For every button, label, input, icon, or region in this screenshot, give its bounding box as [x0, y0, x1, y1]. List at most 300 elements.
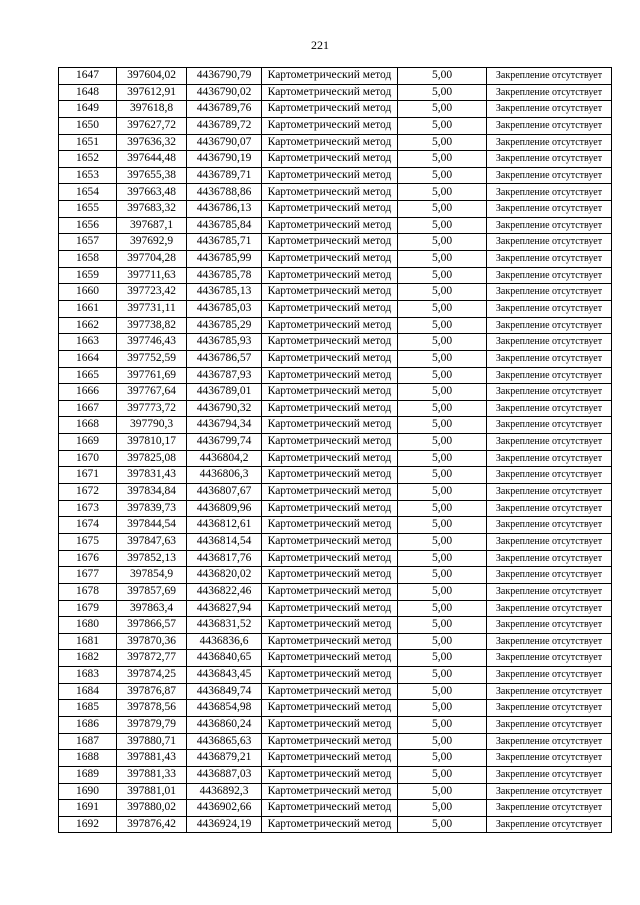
y-coordinate-cell: 4436807,67 [187, 484, 262, 501]
fixation-cell: Закрепление отсутствует [487, 633, 612, 650]
x-coordinate-cell: 397863,4 [117, 600, 187, 617]
table-row [59, 667, 612, 684]
x-coordinate-cell: 397627,72 [117, 117, 187, 134]
point-number-cell: 1662 [59, 317, 117, 334]
y-coordinate-cell: 4436924,19 [187, 816, 262, 833]
accuracy-cell: 5,00 [398, 500, 487, 517]
table-row [59, 550, 612, 567]
x-coordinate-cell: 397636,32 [117, 134, 187, 151]
fixation-cell: Закрепление отсутствует [487, 284, 612, 301]
y-coordinate-cell: 4436789,72 [187, 117, 262, 134]
accuracy-cell: 5,00 [398, 284, 487, 301]
fixation-cell: Закрепление отсутствует [487, 567, 612, 584]
table-row [59, 467, 612, 484]
accuracy-cell: 5,00 [398, 134, 487, 151]
point-number-cell: 1668 [59, 417, 117, 434]
table-row [59, 783, 612, 800]
fixation-cell: Закрепление отсутствует [487, 550, 612, 567]
method-cell: Картометрический метод [262, 201, 398, 218]
table-row [59, 766, 612, 783]
fixation-cell: Закрепление отсутствует [487, 400, 612, 417]
fixation-cell: Закрепление отсутствует [487, 816, 612, 833]
table-row [59, 284, 612, 301]
table-row [59, 716, 612, 733]
method-cell: Картометрический метод [262, 733, 398, 750]
method-cell: Картометрический метод [262, 583, 398, 600]
fixation-cell: Закрепление отсутствует [487, 683, 612, 700]
table-row [59, 400, 612, 417]
accuracy-cell: 5,00 [398, 350, 487, 367]
method-cell: Картометрический метод [262, 816, 398, 833]
method-cell: Картометрический метод [262, 367, 398, 384]
method-cell: Картометрический метод [262, 533, 398, 550]
fixation-cell: Закрепление отсутствует [487, 750, 612, 767]
x-coordinate-cell: 397834,84 [117, 484, 187, 501]
method-cell: Картометрический метод [262, 550, 398, 567]
y-coordinate-cell: 4436786,57 [187, 350, 262, 367]
point-number-cell: 1682 [59, 650, 117, 667]
fixation-cell: Закрепление отсутствует [487, 484, 612, 501]
table-row [59, 683, 612, 700]
point-number-cell: 1689 [59, 766, 117, 783]
x-coordinate-cell: 397704,28 [117, 251, 187, 268]
fixation-cell: Закрепление отсутствует [487, 700, 612, 717]
method-cell: Картометрический метод [262, 467, 398, 484]
y-coordinate-cell: 4436785,93 [187, 334, 262, 351]
point-number-cell: 1671 [59, 467, 117, 484]
point-number-cell: 1681 [59, 633, 117, 650]
point-number-cell: 1678 [59, 583, 117, 600]
method-cell: Картометрический метод [262, 517, 398, 534]
x-coordinate-cell: 397876,42 [117, 816, 187, 833]
fixation-cell: Закрепление отсутствует [487, 117, 612, 134]
accuracy-cell: 5,00 [398, 467, 487, 484]
method-cell: Картометрический метод [262, 117, 398, 134]
accuracy-cell: 5,00 [398, 184, 487, 201]
x-coordinate-cell: 397687,1 [117, 217, 187, 234]
y-coordinate-cell: 4436790,32 [187, 400, 262, 417]
y-coordinate-cell: 4436787,93 [187, 367, 262, 384]
y-coordinate-cell: 4436849,74 [187, 683, 262, 700]
method-cell: Картометрический метод [262, 267, 398, 284]
point-number-cell: 1683 [59, 667, 117, 684]
point-number-cell: 1672 [59, 484, 117, 501]
point-number-cell: 1657 [59, 234, 117, 251]
x-coordinate-cell: 397881,33 [117, 766, 187, 783]
method-cell: Картометрический метод [262, 450, 398, 467]
x-coordinate-cell: 397663,48 [117, 184, 187, 201]
x-coordinate-cell: 397618,8 [117, 101, 187, 118]
y-coordinate-cell: 4436860,24 [187, 716, 262, 733]
point-number-cell: 1655 [59, 201, 117, 218]
point-number-cell: 1658 [59, 251, 117, 268]
y-coordinate-cell: 4436902,66 [187, 800, 262, 817]
table-row [59, 267, 612, 284]
accuracy-cell: 5,00 [398, 484, 487, 501]
method-cell: Картометрический метод [262, 400, 398, 417]
method-cell: Картометрический метод [262, 251, 398, 268]
table-row [59, 733, 612, 750]
method-cell: Картометрический метод [262, 783, 398, 800]
accuracy-cell: 5,00 [398, 583, 487, 600]
y-coordinate-cell: 4436789,76 [187, 101, 262, 118]
fixation-cell: Закрепление отсутствует [487, 84, 612, 101]
table-row [59, 617, 612, 634]
fixation-cell: Закрепление отсутствует [487, 317, 612, 334]
accuracy-cell: 5,00 [398, 766, 487, 783]
accuracy-cell: 5,00 [398, 234, 487, 251]
point-number-cell: 1648 [59, 84, 117, 101]
y-coordinate-cell: 4436854,98 [187, 700, 262, 717]
accuracy-cell: 5,00 [398, 567, 487, 584]
method-cell: Картометрический метод [262, 766, 398, 783]
fixation-cell: Закрепление отсутствует [487, 650, 612, 667]
table-row [59, 384, 612, 401]
y-coordinate-cell: 4436804,2 [187, 450, 262, 467]
point-number-cell: 1660 [59, 284, 117, 301]
table-row [59, 84, 612, 101]
accuracy-cell: 5,00 [398, 334, 487, 351]
point-number-cell: 1653 [59, 167, 117, 184]
accuracy-cell: 5,00 [398, 517, 487, 534]
y-coordinate-cell: 4436822,46 [187, 583, 262, 600]
table-row [59, 500, 612, 517]
accuracy-cell: 5,00 [398, 800, 487, 817]
y-coordinate-cell: 4436806,3 [187, 467, 262, 484]
method-cell: Картометрический метод [262, 167, 398, 184]
accuracy-cell: 5,00 [398, 217, 487, 234]
fixation-cell: Закрепление отсутствует [487, 300, 612, 317]
coordinates-table-body [59, 68, 612, 833]
x-coordinate-cell: 397852,13 [117, 550, 187, 567]
accuracy-cell: 5,00 [398, 533, 487, 550]
y-coordinate-cell: 4436831,52 [187, 617, 262, 634]
x-coordinate-cell: 397839,73 [117, 500, 187, 517]
x-coordinate-cell: 397731,11 [117, 300, 187, 317]
fixation-cell: Закрепление отсутствует [487, 251, 612, 268]
fixation-cell: Закрепление отсутствует [487, 101, 612, 118]
point-number-cell: 1691 [59, 800, 117, 817]
fixation-cell: Закрепление отсутствует [487, 151, 612, 168]
point-number-cell: 1669 [59, 434, 117, 451]
x-coordinate-cell: 397880,02 [117, 800, 187, 817]
table-row [59, 517, 612, 534]
point-number-cell: 1684 [59, 683, 117, 700]
x-coordinate-cell: 397761,69 [117, 367, 187, 384]
method-cell: Картометрический метод [262, 683, 398, 700]
fixation-cell: Закрепление отсутствует [487, 217, 612, 234]
accuracy-cell: 5,00 [398, 650, 487, 667]
table-row [59, 434, 612, 451]
fixation-cell: Закрепление отсутствует [487, 184, 612, 201]
accuracy-cell: 5,00 [398, 434, 487, 451]
x-coordinate-cell: 397881,43 [117, 750, 187, 767]
table-row [59, 583, 612, 600]
point-number-cell: 1674 [59, 517, 117, 534]
fixation-cell: Закрепление отсутствует [487, 350, 612, 367]
x-coordinate-cell: 397874,25 [117, 667, 187, 684]
table-row [59, 600, 612, 617]
x-coordinate-cell: 397692,9 [117, 234, 187, 251]
y-coordinate-cell: 4436785,29 [187, 317, 262, 334]
y-coordinate-cell: 4436789,01 [187, 384, 262, 401]
accuracy-cell: 5,00 [398, 550, 487, 567]
fixation-cell: Закрепление отсутствует [487, 467, 612, 484]
point-number-cell: 1690 [59, 783, 117, 800]
table-row [59, 450, 612, 467]
accuracy-cell: 5,00 [398, 750, 487, 767]
table-row [59, 567, 612, 584]
table-row [59, 816, 612, 833]
x-coordinate-cell: 397854,9 [117, 567, 187, 584]
point-number-cell: 1664 [59, 350, 117, 367]
accuracy-cell: 5,00 [398, 450, 487, 467]
y-coordinate-cell: 4436785,03 [187, 300, 262, 317]
method-cell: Картометрический метод [262, 84, 398, 101]
y-coordinate-cell: 4436887,03 [187, 766, 262, 783]
fixation-cell: Закрепление отсутствует [487, 533, 612, 550]
accuracy-cell: 5,00 [398, 267, 487, 284]
point-number-cell: 1679 [59, 600, 117, 617]
method-cell: Картометрический метод [262, 334, 398, 351]
y-coordinate-cell: 4436790,79 [187, 68, 262, 85]
method-cell: Картометрический метод [262, 350, 398, 367]
method-cell: Картометрический метод [262, 667, 398, 684]
point-number-cell: 1666 [59, 384, 117, 401]
y-coordinate-cell: 4436785,71 [187, 234, 262, 251]
point-number-cell: 1670 [59, 450, 117, 467]
y-coordinate-cell: 4436785,13 [187, 284, 262, 301]
table-row [59, 633, 612, 650]
page-number: 221 [311, 38, 329, 52]
table-row [59, 417, 612, 434]
table-row [59, 317, 612, 334]
accuracy-cell: 5,00 [398, 667, 487, 684]
table-row [59, 167, 612, 184]
y-coordinate-cell: 4436790,02 [187, 84, 262, 101]
accuracy-cell: 5,00 [398, 783, 487, 800]
accuracy-cell: 5,00 [398, 101, 487, 118]
table-row [59, 251, 612, 268]
method-cell: Картометрический метод [262, 300, 398, 317]
x-coordinate-cell: 397876,87 [117, 683, 187, 700]
method-cell: Картометрический метод [262, 101, 398, 118]
fixation-cell: Закрепление отсутствует [487, 434, 612, 451]
accuracy-cell: 5,00 [398, 700, 487, 717]
fixation-cell: Закрепление отсутствует [487, 417, 612, 434]
table-row [59, 350, 612, 367]
method-cell: Картометрический метод [262, 317, 398, 334]
x-coordinate-cell: 397655,38 [117, 167, 187, 184]
method-cell: Картометрический метод [262, 716, 398, 733]
table-row [59, 367, 612, 384]
point-number-cell: 1680 [59, 617, 117, 634]
accuracy-cell: 5,00 [398, 633, 487, 650]
point-number-cell: 1663 [59, 334, 117, 351]
coordinates-table [58, 67, 612, 833]
fixation-cell: Закрепление отсутствует [487, 167, 612, 184]
method-cell: Картометрический метод [262, 567, 398, 584]
fixation-cell: Закрепление отсутствует [487, 766, 612, 783]
method-cell: Картометрический метод [262, 151, 398, 168]
y-coordinate-cell: 4436794,34 [187, 417, 262, 434]
point-number-cell: 1688 [59, 750, 117, 767]
fixation-cell: Закрепление отсутствует [487, 134, 612, 151]
method-cell: Картометрический метод [262, 750, 398, 767]
method-cell: Картометрический метод [262, 134, 398, 151]
point-number-cell: 1687 [59, 733, 117, 750]
x-coordinate-cell: 397831,43 [117, 467, 187, 484]
y-coordinate-cell: 4436840,65 [187, 650, 262, 667]
fixation-cell: Закрепление отсутствует [487, 267, 612, 284]
y-coordinate-cell: 4436879,21 [187, 750, 262, 767]
x-coordinate-cell: 397825,08 [117, 450, 187, 467]
point-number-cell: 1652 [59, 151, 117, 168]
method-cell: Картометрический метод [262, 700, 398, 717]
point-number-cell: 1686 [59, 716, 117, 733]
y-coordinate-cell: 4436817,76 [187, 550, 262, 567]
x-coordinate-cell: 397880,71 [117, 733, 187, 750]
x-coordinate-cell: 397752,59 [117, 350, 187, 367]
x-coordinate-cell: 397847,63 [117, 533, 187, 550]
table-row [59, 101, 612, 118]
table-row [59, 700, 612, 717]
y-coordinate-cell: 4436843,45 [187, 667, 262, 684]
y-coordinate-cell: 4436865,63 [187, 733, 262, 750]
method-cell: Картометрический метод [262, 650, 398, 667]
method-cell: Картометрический метод [262, 617, 398, 634]
accuracy-cell: 5,00 [398, 617, 487, 634]
accuracy-cell: 5,00 [398, 117, 487, 134]
fixation-cell: Закрепление отсутствует [487, 450, 612, 467]
fixation-cell: Закрепление отсутствует [487, 800, 612, 817]
x-coordinate-cell: 397879,79 [117, 716, 187, 733]
point-number-cell: 1654 [59, 184, 117, 201]
x-coordinate-cell: 397612,91 [117, 84, 187, 101]
table-row [59, 484, 612, 501]
method-cell: Картометрический метод [262, 434, 398, 451]
x-coordinate-cell: 397738,82 [117, 317, 187, 334]
accuracy-cell: 5,00 [398, 384, 487, 401]
accuracy-cell: 5,00 [398, 68, 487, 85]
accuracy-cell: 5,00 [398, 84, 487, 101]
table-row [59, 217, 612, 234]
table-row [59, 134, 612, 151]
fixation-cell: Закрепление отсутствует [487, 234, 612, 251]
fixation-cell: Закрепление отсутствует [487, 201, 612, 218]
table-row [59, 201, 612, 218]
y-coordinate-cell: 4436814,54 [187, 533, 262, 550]
method-cell: Картометрический метод [262, 417, 398, 434]
x-coordinate-cell: 397878,56 [117, 700, 187, 717]
fixation-cell: Закрепление отсутствует [487, 384, 612, 401]
accuracy-cell: 5,00 [398, 317, 487, 334]
point-number-cell: 1647 [59, 68, 117, 85]
fixation-cell: Закрепление отсутствует [487, 783, 612, 800]
accuracy-cell: 5,00 [398, 300, 487, 317]
x-coordinate-cell: 397790,3 [117, 417, 187, 434]
method-cell: Картометрический метод [262, 384, 398, 401]
accuracy-cell: 5,00 [398, 816, 487, 833]
point-number-cell: 1692 [59, 816, 117, 833]
accuracy-cell: 5,00 [398, 683, 487, 700]
method-cell: Картометрический метод [262, 800, 398, 817]
y-coordinate-cell: 4436786,13 [187, 201, 262, 218]
accuracy-cell: 5,00 [398, 600, 487, 617]
accuracy-cell: 5,00 [398, 167, 487, 184]
x-coordinate-cell: 397683,32 [117, 201, 187, 218]
method-cell: Картометрический метод [262, 68, 398, 85]
fixation-cell: Закрепление отсутствует [487, 617, 612, 634]
point-number-cell: 1677 [59, 567, 117, 584]
method-cell: Картометрический метод [262, 633, 398, 650]
x-coordinate-cell: 397746,43 [117, 334, 187, 351]
x-coordinate-cell: 397872,77 [117, 650, 187, 667]
y-coordinate-cell: 4436820,02 [187, 567, 262, 584]
y-coordinate-cell: 4436812,61 [187, 517, 262, 534]
accuracy-cell: 5,00 [398, 251, 487, 268]
fixation-cell: Закрепление отсутствует [487, 500, 612, 517]
y-coordinate-cell: 4436799,74 [187, 434, 262, 451]
x-coordinate-cell: 397644,48 [117, 151, 187, 168]
method-cell: Картометрический метод [262, 500, 398, 517]
point-number-cell: 1661 [59, 300, 117, 317]
fixation-cell: Закрепление отсутствует [487, 583, 612, 600]
accuracy-cell: 5,00 [398, 151, 487, 168]
accuracy-cell: 5,00 [398, 400, 487, 417]
y-coordinate-cell: 4436892,3 [187, 783, 262, 800]
fixation-cell: Закрепление отсутствует [487, 733, 612, 750]
point-number-cell: 1675 [59, 533, 117, 550]
point-number-cell: 1656 [59, 217, 117, 234]
y-coordinate-cell: 4436785,99 [187, 251, 262, 268]
accuracy-cell: 5,00 [398, 716, 487, 733]
x-coordinate-cell: 397711,63 [117, 267, 187, 284]
fixation-cell: Закрепление отсутствует [487, 334, 612, 351]
point-number-cell: 1673 [59, 500, 117, 517]
table-row [59, 650, 612, 667]
x-coordinate-cell: 397870,36 [117, 633, 187, 650]
table-row [59, 300, 612, 317]
fixation-cell: Закрепление отсутствует [487, 600, 612, 617]
point-number-cell: 1649 [59, 101, 117, 118]
table-row [59, 117, 612, 134]
y-coordinate-cell: 4436790,19 [187, 151, 262, 168]
method-cell: Картометрический метод [262, 284, 398, 301]
y-coordinate-cell: 4436788,86 [187, 184, 262, 201]
x-coordinate-cell: 397881,01 [117, 783, 187, 800]
x-coordinate-cell: 397723,42 [117, 284, 187, 301]
table-row [59, 750, 612, 767]
point-number-cell: 1659 [59, 267, 117, 284]
x-coordinate-cell: 397844,54 [117, 517, 187, 534]
method-cell: Картометрический метод [262, 184, 398, 201]
point-number-cell: 1650 [59, 117, 117, 134]
fixation-cell: Закрепление отсутствует [487, 367, 612, 384]
accuracy-cell: 5,00 [398, 367, 487, 384]
method-cell: Картометрический метод [262, 234, 398, 251]
point-number-cell: 1651 [59, 134, 117, 151]
fixation-cell: Закрепление отсутствует [487, 517, 612, 534]
y-coordinate-cell: 4436789,71 [187, 167, 262, 184]
y-coordinate-cell: 4436790,07 [187, 134, 262, 151]
fixation-cell: Закрепление отсутствует [487, 68, 612, 85]
x-coordinate-cell: 397767,64 [117, 384, 187, 401]
x-coordinate-cell: 397866,57 [117, 617, 187, 634]
point-number-cell: 1676 [59, 550, 117, 567]
y-coordinate-cell: 4436836,6 [187, 633, 262, 650]
table-row [59, 334, 612, 351]
